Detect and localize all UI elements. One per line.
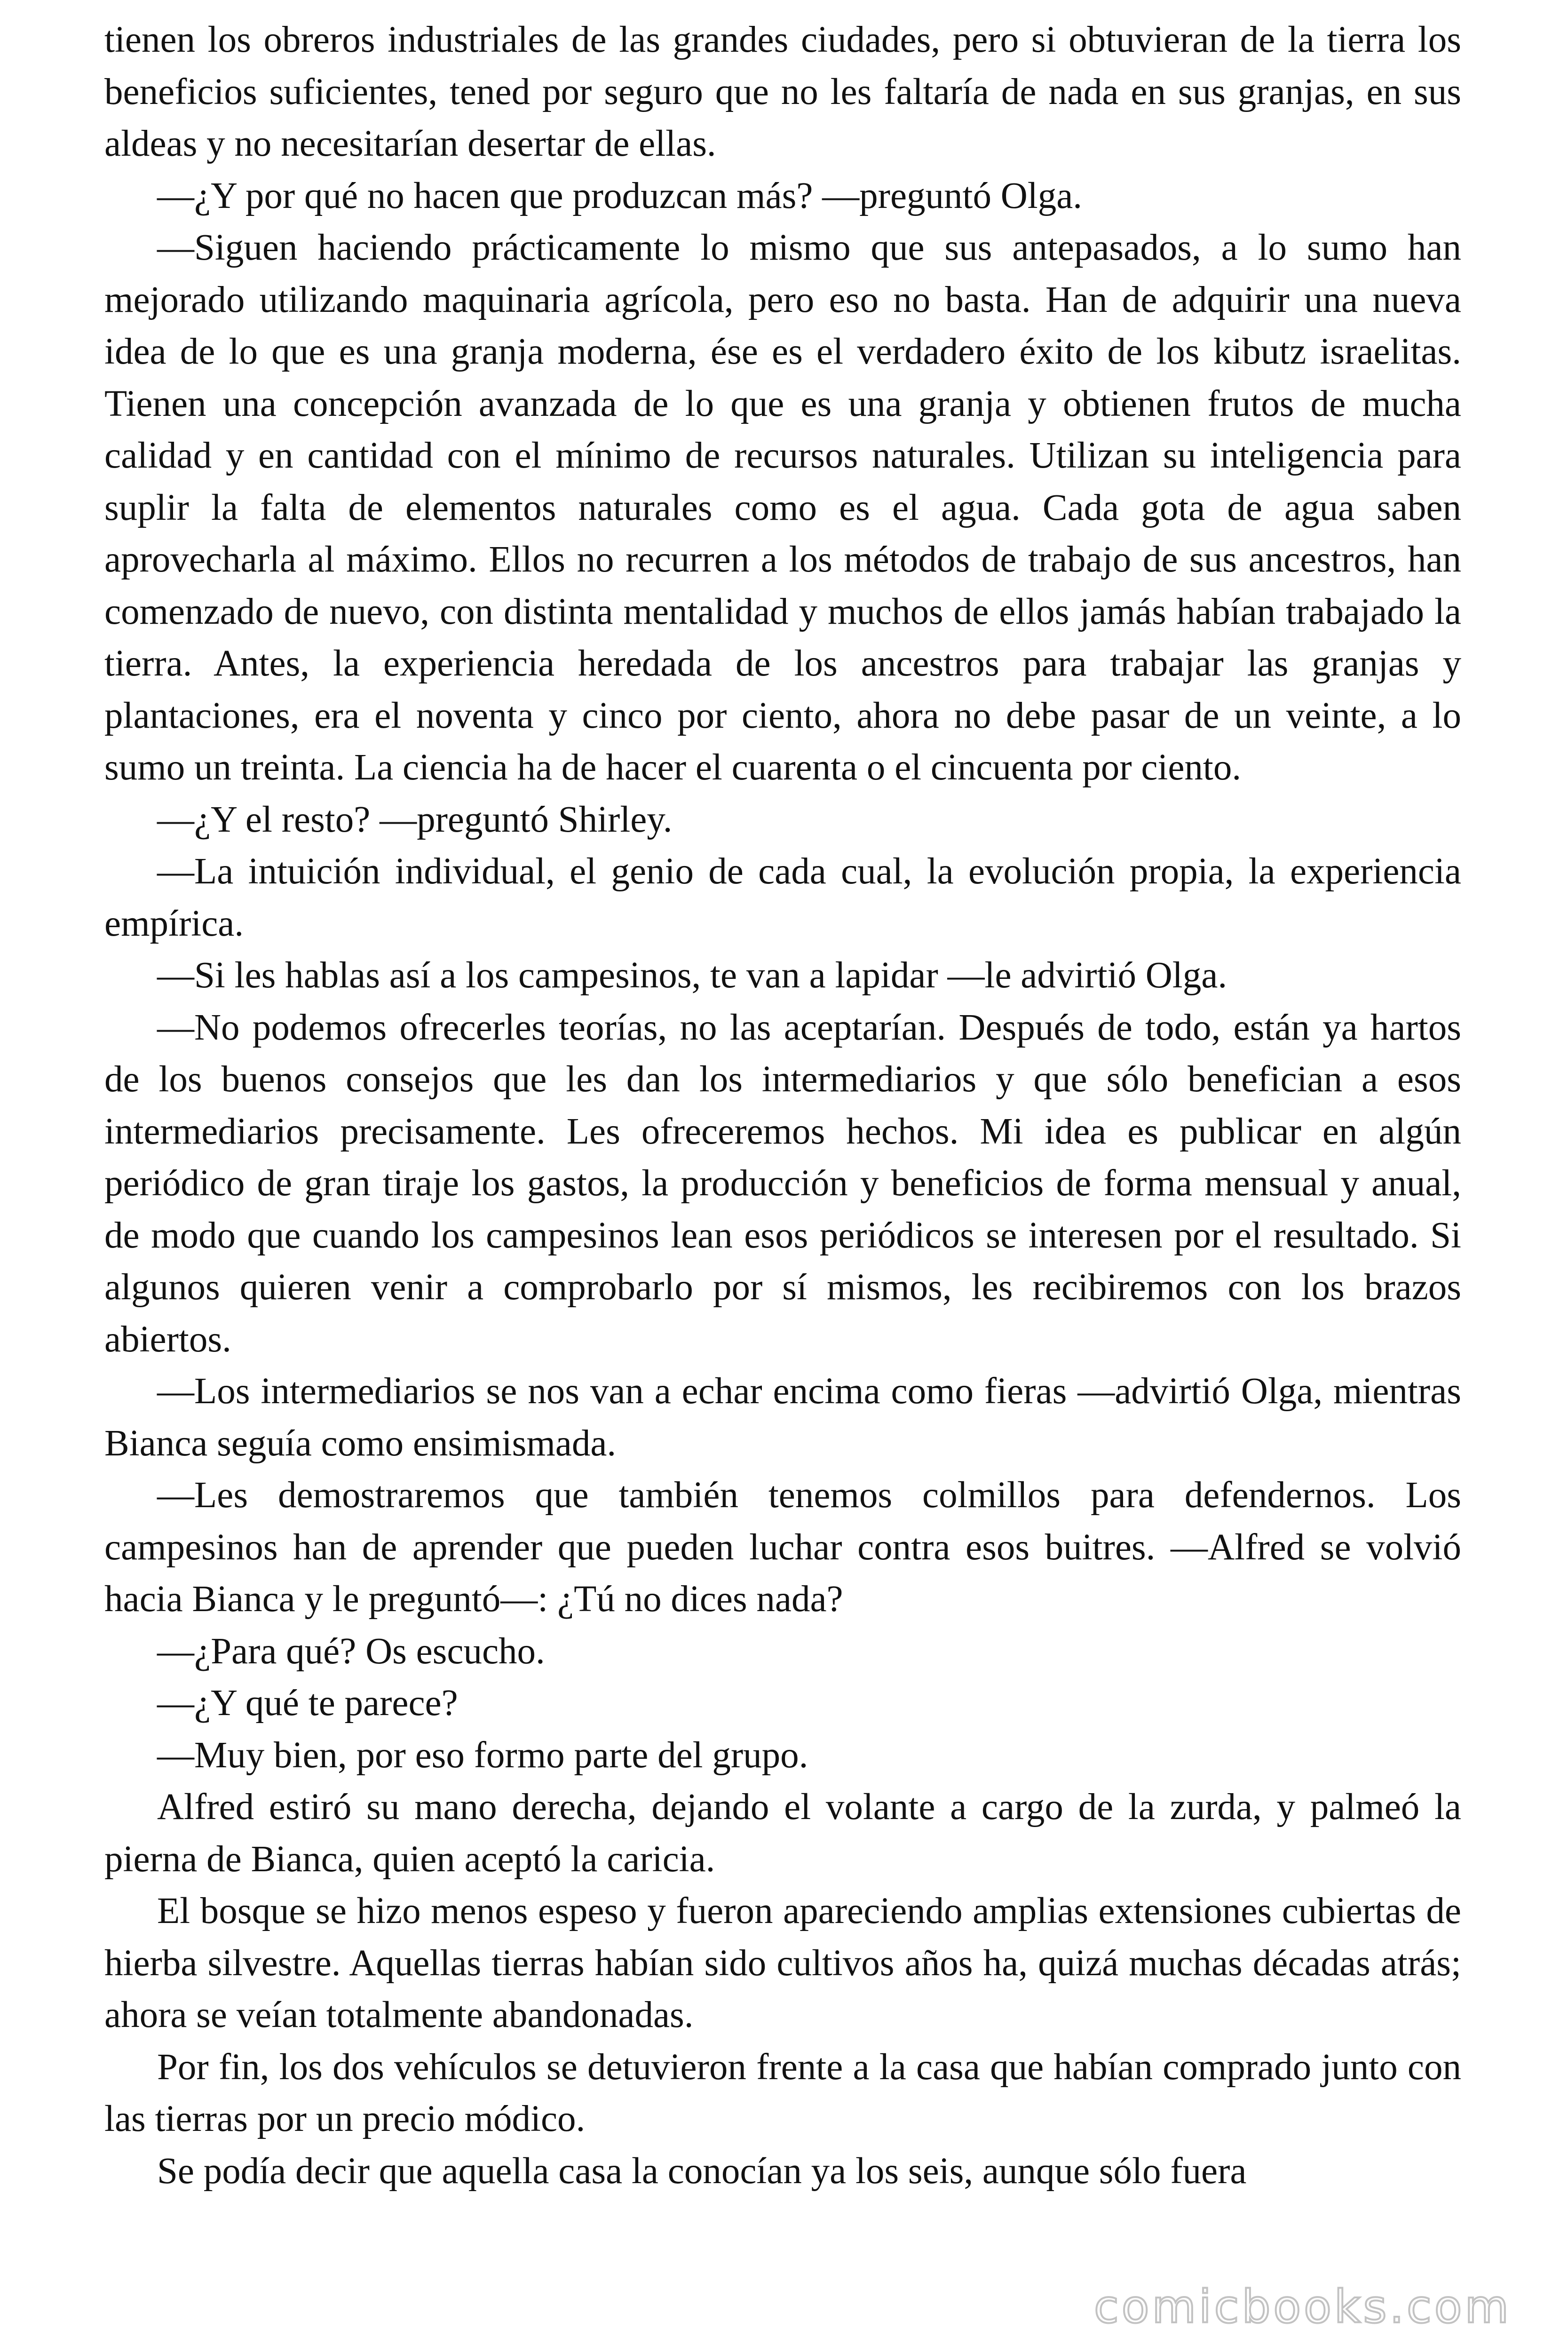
paragraph: El bosque se hizo menos espeso y fueron apareciendo amplias extensiones cubiertas de hierba silvestre. Aquellas tierras habían sido cultivos años ha, quizá muchas décadas atrás; ahora se veían totalmente abandonadas. (104, 1891, 1461, 2035)
watermark: comicbooks.com (1093, 2280, 1512, 2333)
book-page-text (104, 14, 1461, 2197)
paragraph: —No podemos ofrecerles teorías, no las aceptarían. Después de todo, están ya hartos de los buenos consejos que les dan los intermediarios y que sólo benefician a esos intermediarios precisamente. Les ofreceremos hechos. Mi idea es publicar en algún periódico de gran tiraje los gastos, la producción y beneficios de forma mensual y anual, de modo que cuando los campesinos lean esos periódicos se interesen por el resultado. Si algunos quieren venir a comprobarlo por sí mismos, les recibiremos con los brazos abiertos. (104, 1007, 1461, 1360)
paragraph: tienen los obreros industriales de las grandes ciudades, pero si obtuvieran de la tierra los beneficios suficientes, tened por seguro que no les faltaría de nada en sus granjas, en sus aldeas y no necesitarían desertar de ellas. (104, 19, 1461, 164)
paragraph: —Los intermediarios se nos van a echar encima como fieras —advirtió Olga, mientras Bianca seguía como ensimismada. (104, 1371, 1461, 1464)
paragraph: —Les demostraremos que también tenemos colmillos para defendernos. Los campesinos han de aprender que pueden luchar contra esos buitres. —Alfred se volvió hacia Bianca y le preguntó—: ¿Tú no dices nada? (104, 1475, 1461, 1620)
paragraph: —¿Y qué te parece? (157, 1683, 458, 1724)
paragraph: —¿Para qué? Os escucho. (157, 1630, 545, 1672)
paragraph: Por fin, los dos vehículos se detuvieron frente a la casa que habían comprado junto con las tierras por un precio módico. (104, 2046, 1461, 2139)
paragraph: —¿Y el resto? —preguntó Shirley. (157, 799, 673, 840)
paragraph: —Muy bien, por eso formo parte del grupo. (157, 1734, 808, 1776)
paragraph: —¿Y por qué no hacen que produzcan más? —preguntó Olga. (157, 175, 1083, 216)
paragraph: —La intuición individual, el genio de cada cual, la evolución propia, la experiencia empírica. (104, 851, 1461, 944)
paragraph: Alfred estiró su mano derecha, dejando el volante a cargo de la zurda, y palmeó la pierna de Bianca, quien aceptó la caricia. (104, 1787, 1461, 1880)
paragraph: Se podía decir que aquella casa la conocían ya los seis, aunque sólo fuera (157, 2150, 1247, 2192)
paragraph: —Siguen haciendo prácticamente lo mismo que sus antepasados, a lo sumo han mejorado utilizando maquinaria agrícola, pero eso no basta. Han de adquirir una nueva idea de lo que es una granja moderna, ése es el verdadero éxito de los kibutz israelitas. Tienen una concepción avanzada de lo que es una granja y obtienen frutos de mucha calidad y en cantidad con el mínimo de recursos naturales. Utilizan su inteligencia para suplir la falta de elementos naturales como es el agua. Cada gota de agua saben aprovecharla al máximo. Ellos no recurren a los métodos de trabajo de sus ancestros, han comenzado de nuevo, con distinta mentalidad y muchos de ellos jamás habían trabajado la tierra. Antes, la experiencia heredada de los ancestros para trabajar las granjas y plantaciones, era el noventa y cinco por ciento, ahora no debe pasar de un veinte, a lo sumo un treinta. La ciencia ha de hacer el cuarenta o el cincuenta por ciento. (104, 227, 1461, 788)
paragraph: —Si les hablas así a los campesinos, te van a lapidar —le advirtió Olga. (157, 955, 1227, 996)
